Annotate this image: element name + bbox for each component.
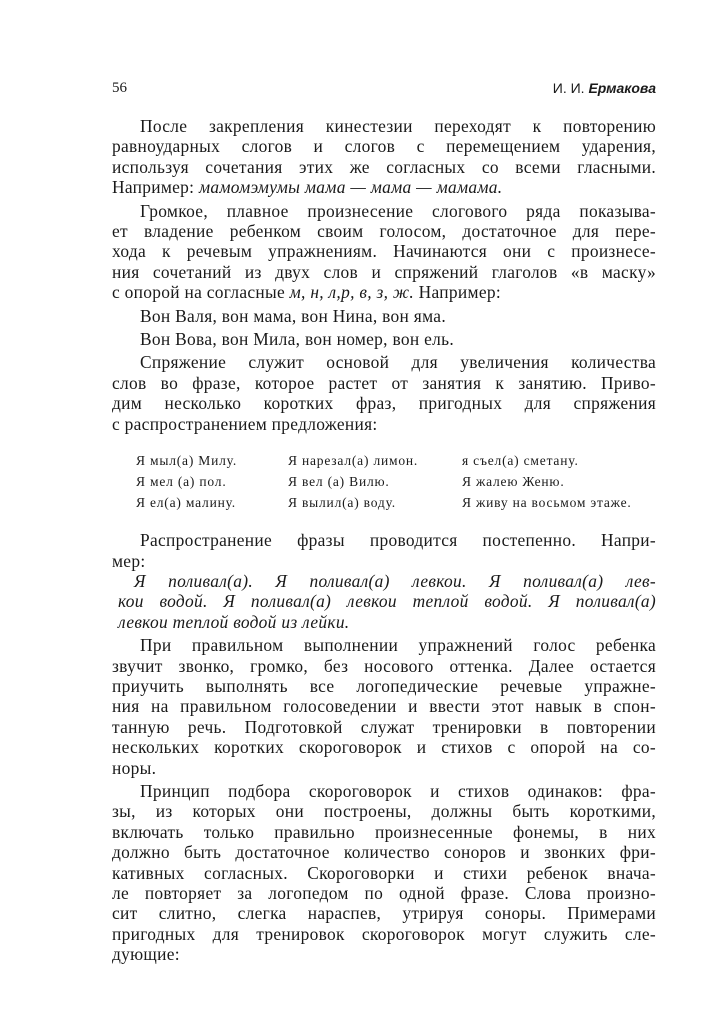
text-line: ния на правильном голосоведении и ввести этот навык в спон- [112, 696, 656, 717]
text-line: танную речь. Подготовкой служат тренировки в повторении [112, 716, 656, 737]
page-number: 56 [112, 80, 127, 96]
table-cell: Я мел (а) пол. [136, 473, 227, 489]
text-line: сит слитно, слегка нараспев, утрируя соноры. Примерами [112, 903, 656, 924]
text-line: ет владение ребенком своим голосом, достаточное для пере- [112, 221, 656, 242]
text-line: пригодных для тренировок скороговорок могут служить сле- [112, 923, 656, 944]
text-line: дующие: [112, 944, 180, 965]
text-line: кативных согласных. Скороговорки и стихи ребенок внача- [112, 862, 656, 883]
table-cell: Я нарезал(а) лимон. [288, 452, 419, 468]
text-line: мер: [112, 550, 146, 571]
author-surname: Ермакова [588, 80, 656, 96]
example-prefix: Например: [112, 177, 199, 198]
table-cell: Я живу на восьмом этаже. [462, 494, 632, 510]
paragraph-9 [112, 781, 656, 965]
example-line: Я поливал(а). Я поливал(а) левкои. Я поливал(а) лев- [134, 570, 656, 591]
text-line: После закрепления кинестезии переходят к повторению [140, 116, 656, 136]
text-line: ле повторяет за логопедом по одной фразе. Слова произно- [112, 883, 656, 903]
table-cell: Я мыл(а) Милу. [136, 452, 238, 468]
syllable-example: мамомэмумы мама — мама — мамама. [198, 177, 503, 198]
text-line [112, 177, 656, 197]
page-header [112, 80, 656, 100]
text-line: хода к речевым упражнениям. Начинаются они с произнесе- [112, 241, 656, 262]
text-line: нескольких коротких скороговорок и стихов с опорой на со- [112, 737, 656, 758]
text-line: Распространение фразы проводится постепенно. Напри- [140, 530, 656, 551]
text-line: Принцип подбора скороговорок и стихов одинаков: фра- [140, 780, 656, 801]
running-head [553, 80, 656, 96]
phrases-table [112, 450, 656, 513]
example-line-2: Вон Вова, вон Мила, вон номер, вон ель. [140, 329, 454, 350]
consonants-suffix: Например: [414, 282, 501, 303]
text-line: зы, из которых они построены, должны быть короткими, [112, 801, 656, 822]
text-line: слов во фразе, которое растет от занятия к занятию. Приво- [112, 372, 656, 393]
table-cell: Я вылил(а) воду. [288, 494, 396, 510]
text-line: звучит звонко, громко, без носового оттенка. Далее остается [112, 655, 656, 676]
author-initials: И. И. [552, 80, 585, 96]
table-cell: я съел(а) сметану. [462, 452, 579, 468]
consonants-list: м, н, л,р, в, з, ж. [289, 282, 415, 303]
paragraph-8 [112, 635, 656, 778]
consonants-prefix: с опорой на согласные [112, 282, 290, 303]
table-row [112, 471, 656, 492]
text-line: норы. [112, 757, 157, 778]
text-line [112, 282, 656, 302]
table-cell: Я жалею Женю. [462, 473, 565, 489]
paragraph-5 [112, 352, 656, 434]
page-body [112, 116, 656, 965]
paragraph-7-example [112, 571, 656, 632]
paragraph-1 [112, 116, 656, 198]
text-line: должно быть достаточное количество соноров и звонких фри- [112, 842, 656, 863]
table-cell: Я вел (а) Вилю. [288, 473, 390, 489]
text-line: дим несколько коротких фраз, пригодных для спряжения [112, 393, 656, 414]
text-line: равноударных слогов и слогов с перемещением ударения, [112, 136, 656, 157]
text-line: включать только правильно произнесенные фонемы, в них [112, 821, 656, 842]
example-line-1: Вон Валя, вон мама, вон Нина, вон яма. [140, 305, 446, 326]
paragraph-2 [112, 201, 656, 303]
example-line: левкои теплой водой из лейки. [118, 611, 350, 632]
text-line: приучить выполнять все логопедические речевые упражне- [112, 675, 656, 696]
text-line: При правильном выполнении упражнений голос ребенка [140, 635, 656, 656]
text-line: ния сочетаний из двух слов и спряжений глаголов «в маску» [112, 261, 656, 282]
text-line: Громкое, плавное произнесение слогового ряда показыва- [140, 200, 656, 221]
example-line: кои водой. Я поливал(а) левкои теплой водой. Я поливал(а) [118, 591, 656, 612]
text-line: используя сочетания этих же согласных со всеми гласными. [112, 156, 656, 177]
text-line: Спряжение служит основой для увеличения количества [140, 352, 656, 373]
table-cell: Я ел(а) малину. [136, 494, 236, 510]
table-row [112, 492, 656, 513]
paragraph-6 [112, 530, 656, 571]
table-row [112, 450, 656, 471]
text-line: с распространением предложения: [112, 413, 378, 434]
